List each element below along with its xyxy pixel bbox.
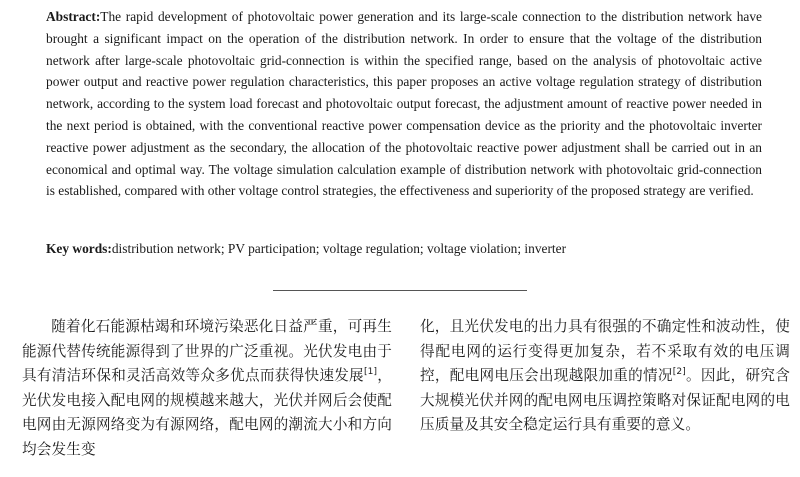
abstract-text: The rapid development of photovoltaic power generation and its large-scale connection to the distribution network have brought a significant impact on the operation of the distribution network. In order to ensure that the voltage of the distribution network after large-scale photovoltaic grid-connection is within the specified range, based on the analysis of photovoltaic active power output and reactive power regulation characteristics, this paper proposes an active voltage regulation strategy of distribution network, according to the system load forecast and photovoltaic output forecast, the adjustment amount of reactive power needed in the next period is obtained, with the conventional reactive power compensation device as the priority and the photovoltaic inverter reactive power adjustment as the secondary, the allocation of the photovoltaic reactive power adjustment shall be carried out in an economical and optimal way. The voltage simulation calculation example of distribution network with photovoltaic grid-connection is established, compared with other voltage control strategies, the effectiveness and superiority of the proposed strategy are verified. [46,9,762,199]
intro-paragraph-right [420,315,790,438]
citation-ref-2: [2] [672,367,686,378]
intro-text-right-1: 化，且光伏发电的出力具有很强的不确定性和波动性，使得配电网的运行变得更加复杂，若不采取有效的电压调控，配电网电压会出现越限加重的情况 [420,318,790,385]
intro-paragraph-left [22,315,392,463]
abstract-label: Abstract: [46,9,101,24]
abstract-paragraph [46,6,762,202]
section-divider [273,290,527,291]
body-column-left [22,315,392,463]
intro-text-left-2: ，光伏发电接入配电网的规模越来越大，光伏并网后会使配电网由无源网络变为有源网络，配电网的潮流大小和方向均会发生变 [22,367,393,458]
keywords-line [46,238,762,260]
keywords-text: distribution network; PV participation; voltage regulation; voltage violation; inverter [111,241,567,256]
body-column-right [420,315,790,438]
intro-text-left-1: 随着化石能源枯竭和环境污染恶化日益严重，可再生能源代替传统能源得到了世界的广泛重视。光伏发电由于具有清洁环保和灵活高效等众多优点而获得快速发展 [22,318,392,385]
citation-ref-1: [1] [363,367,378,378]
keywords-label: Key words: [46,241,112,256]
intro-text-right-2: 。因此，研究含大规模光伏并网的配电网电压调控策略对保证配电网的电压质量及其安全稳定运行具有重要的意义。 [420,367,790,434]
